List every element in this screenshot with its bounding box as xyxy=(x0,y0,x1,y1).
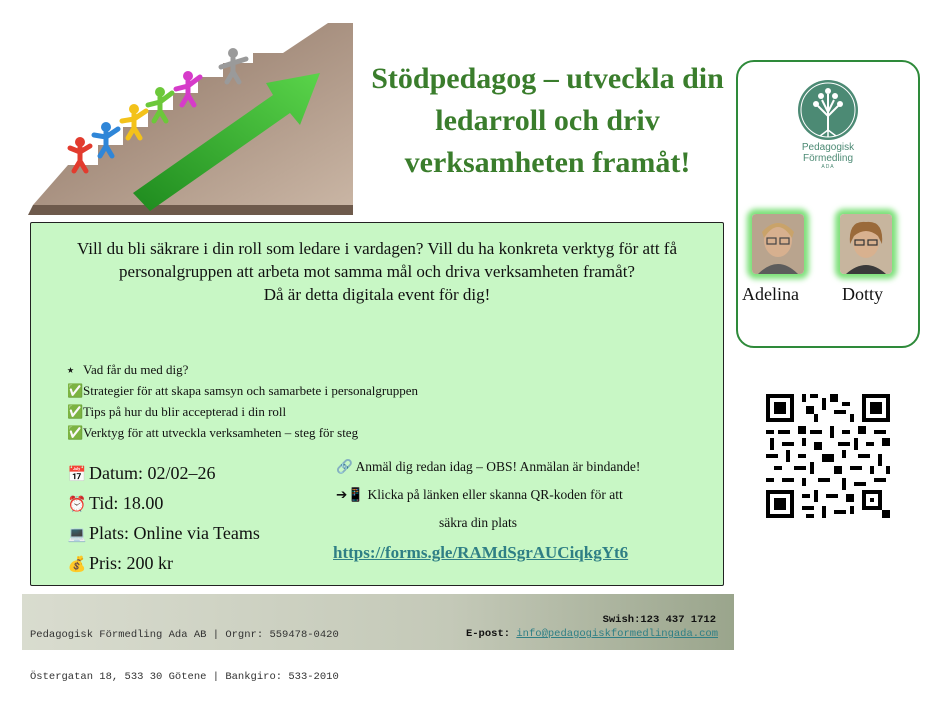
presenter-name-1: Adelina xyxy=(742,284,799,304)
list-item xyxy=(67,422,418,443)
detail-place: 💻 Plats: Online via Teams xyxy=(65,519,260,549)
check-icon: ✅ xyxy=(67,383,84,398)
check-icon: ✅ xyxy=(67,404,84,419)
benefits-list xyxy=(67,359,418,443)
intro-text xyxy=(39,237,715,306)
tree-icon xyxy=(796,78,860,142)
calendar-icon: 📅 xyxy=(67,467,87,483)
detail-price: 💰 Pris: 200 kr xyxy=(65,549,260,579)
footer xyxy=(22,594,734,683)
registration-link[interactable]: https://forms.gle/RAMdSgrAUCiqkgYt6 xyxy=(333,543,629,562)
register-instruction: ➔📱 Klicka på länken eller skanna QR-koden för att xyxy=(336,487,623,502)
company-logo xyxy=(780,78,876,188)
avatar-adelina xyxy=(752,214,804,274)
presenters-card xyxy=(736,60,920,348)
presenter-name-2: Dotty xyxy=(842,284,884,304)
star-icon: ⭑ xyxy=(67,362,75,377)
check-icon: ✅ xyxy=(67,425,84,440)
avatar-dotty xyxy=(840,214,892,274)
laptop-icon: 💻 xyxy=(67,527,87,543)
detail-time: ⏰ Tid: 18.00 xyxy=(65,489,260,519)
page-title: Stödpedagog – utveckla din ledarroll och driv verksamheten framåt! xyxy=(371,62,724,179)
benefit-text: Vad får du med dig? xyxy=(83,362,189,377)
list-item xyxy=(67,380,418,401)
logo-name: Pedagogisk Förmedling xyxy=(801,142,855,164)
money-bag-icon: 💰 xyxy=(67,557,87,573)
event-details xyxy=(65,459,260,579)
qr-code[interactable] xyxy=(762,390,894,522)
benefit-text: Tips på hur du blir accepterad i din roll xyxy=(83,404,287,419)
intro-statement: Då är detta digitala event för dig! xyxy=(263,285,491,304)
hero-illustration xyxy=(28,15,388,215)
company-info xyxy=(30,600,339,712)
company-line-2: Östergatan 18, 533 30 Götene | Bankgiro: 533-2010 xyxy=(30,671,339,683)
list-item xyxy=(67,359,418,380)
detail-date: 📅 Datum: 02/02–26 xyxy=(65,459,260,489)
company-line-1: Pedagogisk Förmedling Ada AB | Orgnr: 559478-0420 xyxy=(30,629,339,641)
benefit-text: Strategier för att skapa samsyn och samarbete i personalgruppen xyxy=(83,383,418,398)
list-item xyxy=(67,401,418,422)
swish-number: Swish:123 437 1712 xyxy=(602,614,716,626)
intro-question: Vill du bli säkrare i din roll som ledare i vardagen? Vill du ha konkreta verktyg för att få personalgruppen att arbeta mot samma mål och driva verksamheten framåt? xyxy=(76,239,677,281)
email-line xyxy=(466,628,718,640)
email-link[interactable]: info@pedagogiskformedlingada.com xyxy=(516,628,718,640)
register-notice: 🔗 Anmäl dig redan idag – OBS! Anmälan är bindande! xyxy=(336,459,641,474)
alarm-clock-icon: ⏰ xyxy=(67,497,87,513)
event-info-box xyxy=(30,222,724,586)
register-instruction-cont: säkra din plats xyxy=(439,515,517,530)
logo-sub: ADA xyxy=(821,164,835,170)
benefit-text: Verktyg för att utveckla verksamheten – steg för steg xyxy=(83,425,359,440)
email-label: E-post: xyxy=(465,628,511,640)
